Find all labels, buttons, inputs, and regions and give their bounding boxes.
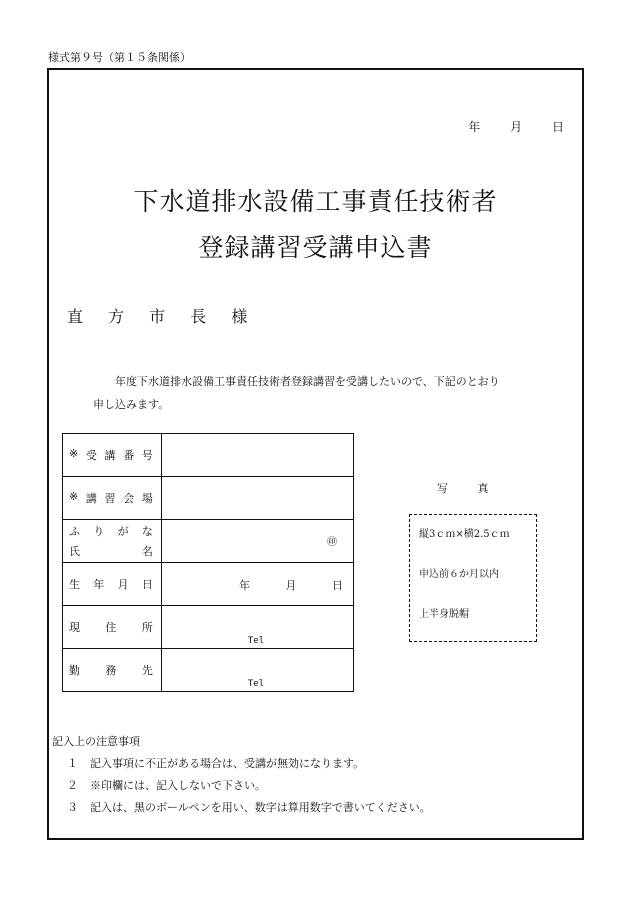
birth-year: 年 (239, 579, 250, 592)
label-char: 会 (123, 492, 135, 505)
table-row (63, 649, 354, 692)
label-char: 住 (105, 621, 117, 634)
photo-label-b: 真 (477, 482, 489, 495)
note-text: 記入は、黒のボールペンを用い、数字は算用数字で書いてください。 (90, 801, 431, 814)
note-number: １ (67, 757, 78, 770)
photo-label (437, 480, 489, 496)
birth-month: 月 (285, 579, 297, 592)
label-char: 番 (123, 449, 135, 462)
photo-timing: 申込前６か月以内 (419, 569, 499, 580)
note-item (48, 777, 266, 793)
label-char: が (117, 525, 129, 538)
application-table (62, 433, 354, 692)
form-title-line1: 下水道排水設備工事責任技術者 (133, 187, 498, 216)
note-number: ２ (67, 779, 78, 792)
photo-size: 縦3ｃｍ×横2.5ｃｍ (419, 529, 510, 540)
label-text (63, 447, 161, 463)
table-row (63, 520, 354, 563)
label-text (69, 523, 153, 539)
label-char: 氏 (69, 545, 80, 558)
workplace-field[interactable] (161, 649, 353, 692)
date-year: 年 (468, 120, 481, 134)
name-field[interactable] (161, 520, 353, 563)
label-char: 生 (69, 578, 80, 591)
label-char: 月 (117, 578, 129, 591)
body-text-line2: 申し込みます。 (93, 398, 170, 411)
note-text: ※印欄には、記入しないで下さい。 (90, 779, 266, 792)
application-date (442, 118, 564, 135)
table-row (63, 477, 354, 520)
label-char: 講 (85, 492, 97, 505)
table-row (63, 434, 354, 477)
body-text-line1: 年度下水道排水設備工事責任技術者登録講習を受講したいので、下記のとおり (115, 375, 500, 388)
label-char: 受 (85, 449, 97, 462)
label-char: 務 (105, 664, 117, 677)
label-text (63, 576, 161, 592)
label-text (69, 543, 153, 559)
photo-box[interactable] (409, 514, 537, 642)
label-name (63, 520, 162, 563)
notes-title: 記入上の注意事項 (52, 735, 140, 748)
label-char: 先 (141, 664, 153, 677)
label-workplace (63, 649, 162, 692)
label-char: ※ (69, 490, 79, 503)
photo-style: 上半身脱帽 (419, 609, 469, 620)
label-venue (63, 477, 162, 520)
note-item (48, 755, 364, 771)
table-row (63, 563, 354, 606)
label-char: 習 (104, 492, 116, 505)
label-char: 所 (141, 621, 153, 634)
label-char: り (93, 525, 105, 538)
form-frame (47, 68, 584, 840)
label-char: ふ (69, 525, 80, 538)
birth-day: 日 (332, 579, 343, 592)
label-reception-number (63, 434, 162, 477)
label-char: 名 (141, 545, 153, 558)
label-char: ※ (69, 447, 79, 460)
label-char: 現 (69, 621, 80, 634)
photo-label-a: 写 (437, 482, 448, 495)
label-char: 年 (93, 578, 105, 591)
addressee: 直 方 市 長 様 (67, 307, 258, 326)
label-text (63, 619, 161, 635)
label-text (63, 490, 161, 506)
form-number: 様式第９号（第１５条関係） (48, 51, 191, 64)
date-day: 日 (551, 120, 564, 134)
address-field[interactable] (161, 606, 353, 649)
note-text: 記入事項に不正がある場合は、受講が無効になります。 (90, 757, 365, 770)
label-char: な (141, 525, 153, 538)
note-item (48, 799, 431, 815)
venue-field[interactable] (161, 477, 353, 520)
label-char: 場 (141, 492, 153, 505)
label-char: 講 (104, 449, 116, 462)
label-birthdate (63, 563, 162, 606)
address-tel-label: Tel (247, 636, 265, 646)
workplace-tel-label: Tel (247, 679, 265, 689)
label-char: 号 (141, 449, 153, 462)
table-row (63, 606, 354, 649)
seal-mark: ㊞ (327, 537, 337, 548)
note-number: ３ (67, 801, 78, 814)
form-title-line2: 登録講習受講申込書 (198, 233, 433, 262)
label-char: 勤 (69, 664, 80, 677)
date-month: 月 (510, 120, 523, 134)
label-address (63, 606, 162, 649)
label-text (63, 662, 161, 678)
birthdate-field[interactable] (161, 563, 353, 606)
reception-number-field[interactable] (161, 434, 353, 477)
label-char: 日 (141, 578, 153, 591)
